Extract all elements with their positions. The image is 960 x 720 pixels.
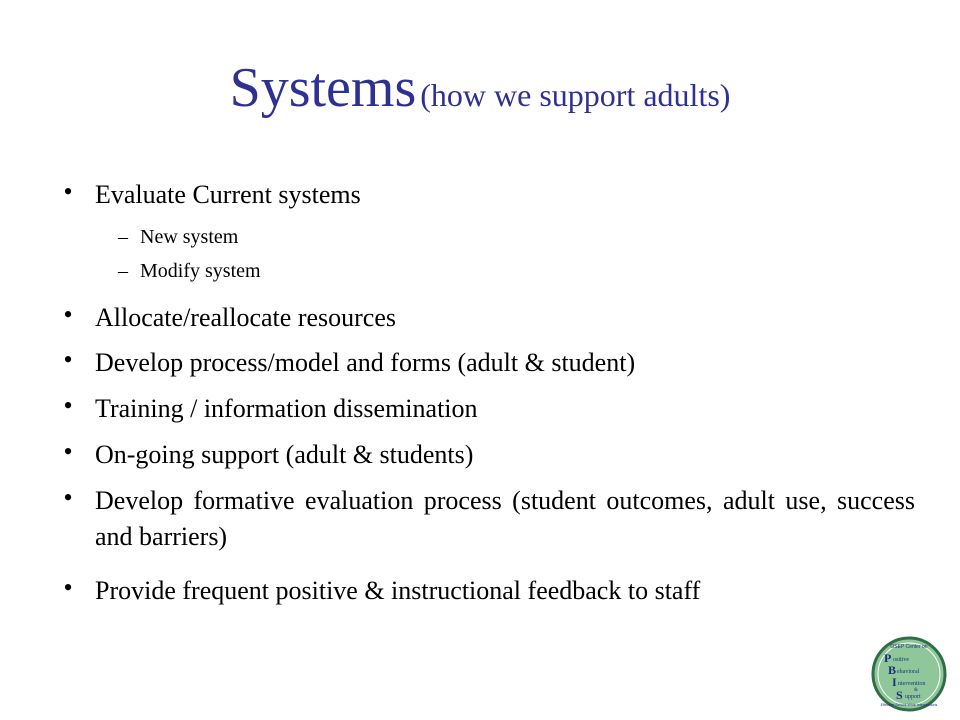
bullet-text: On-going support (adult & students): [95, 440, 474, 469]
logo-word-behavioral: ehavioral: [897, 669, 920, 675]
bullet-icon: •: [63, 300, 73, 329]
bullet-text: Allocate/reallocate resources: [95, 303, 396, 332]
dash-icon: –: [118, 226, 128, 248]
logo-letter-b: B: [888, 663, 897, 677]
logo-word-positive: ositive: [893, 657, 909, 663]
bullet-icon: •: [63, 483, 73, 512]
bullet-icon: •: [63, 573, 73, 602]
sub-item-text: New system: [140, 226, 239, 248]
bullet-text: Evaluate Current systems: [95, 180, 361, 209]
bullet-icon: •: [63, 177, 73, 206]
title-subtitle: (how we support adults): [420, 77, 731, 113]
logo-ampersand: &: [914, 688, 918, 693]
dash-icon: –: [118, 260, 128, 282]
bullet-text: Develop formative evaluation process (student outcomes, adult use, success and barriers): [95, 486, 915, 551]
bullet-icon: •: [63, 437, 73, 466]
bullet-text: Provide frequent positive & instructional feedback to staff: [95, 576, 701, 605]
bullet-icon: •: [63, 391, 73, 420]
logo-letter-s: S: [896, 688, 903, 702]
pbis-logo: [868, 636, 950, 712]
bullet-text: Training / information dissemination: [95, 394, 478, 423]
sub-item-text: Modify system: [140, 260, 261, 282]
logo-word-intervention: ntervention: [898, 681, 926, 687]
title-main: Systems: [229, 57, 417, 119]
bullet-text: Develop process/model and forms (adult & student): [95, 348, 636, 377]
logo-letter-i: I: [892, 675, 897, 689]
logo-top-text: OSEP Center on: [890, 644, 928, 650]
logo-bottom-text: Effective School-Wide Interventions: [880, 703, 938, 707]
logo-letter-p: P: [884, 651, 892, 665]
logo-word-support: upport: [905, 694, 921, 700]
bullet-icon: •: [63, 345, 73, 374]
